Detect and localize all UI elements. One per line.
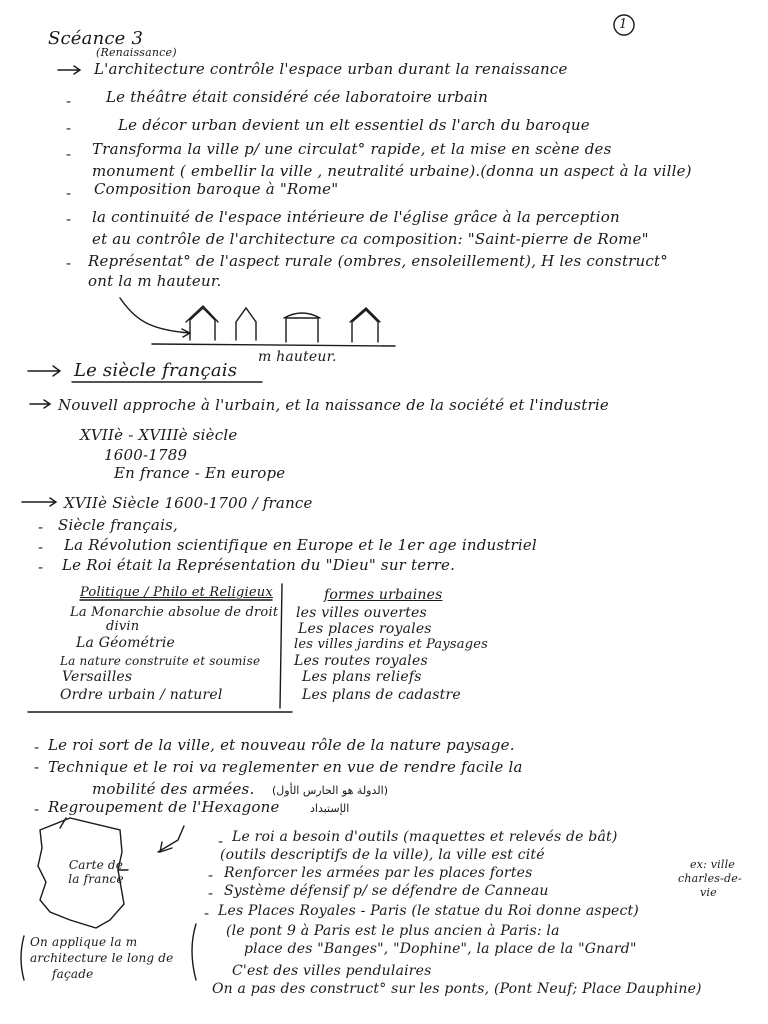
- table-cell: La nature construite et soumise: [60, 654, 261, 668]
- bottom-note: façade: [52, 967, 94, 981]
- table-cell: Les plans de cadastre: [302, 687, 461, 703]
- note-line: (le pont 9 à Paris est le plus ancien à Paris: la: [226, 923, 560, 939]
- side-note: ex: ville: [690, 858, 735, 871]
- bottom-note: On applique la m: [30, 935, 138, 949]
- side-note: vie: [700, 886, 717, 899]
- note-line: Les Places Royales - Paris (le statue du Roi donne aspect): [218, 903, 639, 919]
- houses-sketch: [152, 306, 395, 346]
- note-line: mobilité des armées.: [92, 780, 255, 798]
- note-line: Regroupement de l'Hexagone: [48, 798, 280, 816]
- table-cell: Les routes royales: [294, 653, 428, 669]
- table-header-left: Politique / Philo et Religieux: [80, 585, 273, 600]
- note-line: Système défensif p/ se défendre de Canneau: [224, 883, 549, 899]
- note-line: Composition baroque à "Rome": [94, 180, 339, 198]
- note-line: ont la m hauteur.: [88, 272, 222, 290]
- note-line: La Révolution scientifique en Europe et le 1er age industriel: [64, 536, 537, 554]
- arrow-icon: [30, 400, 50, 408]
- note-line: C'est des villes pendulaires: [232, 963, 432, 979]
- table-cell: divin: [106, 619, 140, 634]
- table-cell: Les plans reliefs: [302, 669, 422, 685]
- note-line: Siècle français,: [58, 516, 178, 534]
- note-line: Le roi sort de la ville, et nouveau rôle de la nature paysage.: [48, 736, 515, 754]
- arrow-icon: [22, 498, 56, 506]
- note-line: XVIIè Siècle 1600-1700 / france: [64, 494, 313, 512]
- note-line: Technique et le roi va reglementer en vue de rendre facile la: [48, 758, 523, 776]
- note-line: 1600-1789: [104, 446, 188, 464]
- note-line: et au contrôle de l'architecture ca composition: "Saint-pierre de Rome": [92, 230, 649, 248]
- note-arabic: الإستبداد: [310, 802, 350, 815]
- side-note: charles-de-: [678, 872, 742, 885]
- note-line: Le théâtre était considéré cée laboratoire urbain: [106, 88, 488, 106]
- note-line: Le Roi était la Représentation du "Dieu" sur terre.: [62, 556, 456, 574]
- note-line: En france - En europe: [114, 464, 286, 482]
- table-header-right: formes urbaines: [324, 587, 443, 603]
- map-label: Carte de la france: [68, 858, 124, 886]
- bracket: [21, 936, 24, 980]
- page-subtitle: (Renaissance): [96, 46, 177, 59]
- table-cell: Ordre urbain / naturel: [60, 687, 223, 703]
- note-arabic: (الدولة هو الحارس الأول): [272, 784, 388, 797]
- page-number: 1: [619, 17, 628, 32]
- note-line: Nouvell approche à l'urbain, et la naissance de la société et l'industrie: [58, 396, 609, 414]
- note-line: Représentat° de l'aspect rurale (ombres, ensoleillement), H les construct°: [88, 252, 668, 270]
- note-line: Transforma la ville p/ une circulat° rapide, et la mise en scène des: [92, 140, 612, 158]
- brace: [192, 924, 196, 980]
- notebook-page: Scéance 3 (Renaissance) 1 L'architecture contrôle l'espace urban durant la renaissance - Le théâtre était considéré cée laboratoire urbain - Le décor urban devient un elt essentiel ds l'arch du baroque - Transforma la ville p/ une circulat° rapide, et la mise en scène des monument ( embellir la ville , neutralité urbaine).(donna un aspect à la ville) - Composition baroque à "Rome" - la continuité de l'espace intérieure de l'église grâce à la perception et au contrôle de l'architecture ca composition: "Saint-pierre de Rome" - Représentat° de l'aspect rurale (ombres, ensoleillement), H les construct° ont la m hauteur. m hauteur. Le siècle français Nouvell approche à l'urbain, et la naissance de la société et l'industrie XVIIè - XVIIIè siècle 1600-1789 En france - En europe XVIIè Siècle 1600-1700 / france - Siècle français, - La Révolution scientifique en Europe et le 1er age industriel - Le Roi était la Représentation du "Dieu" sur terre. Politique / Philo et Religieux formes urbaines La Monarchie absolue de droit divin La Géométrie La nature construite et soumise Versailles Ordre urbain / naturel les villes ouvertes Les places royales les villes jardins et Paysages Les routes royales Les plans reliefs Les plans de cadastre - Le roi sort de la ville, et nouveau rôle de la nature paysage. - Technique et le roi va reglementer en vue de rendre facile la mobilité des armées. (الدولة هو الحارس الأول) - Regroupement de l'Hexagone الإستبداد Carte de la france - Le roi a besoin d'outils (maquettes et relevés de bât) (outils descriptifs de la ville), la ville est cité - Renforcer les armées par les places fortes - Système défensif p/ se défendre de Canneau - Les Places Royales - Paris (le statue du Roi donne aspect) (le pont 9 à Paris est le plus ancien à Paris: la place des "Banges", "Dophine", la place de la "Gnard" C'est des villes pendulaires On a pas des construct° sur les ponts, (Pont Neuf; Place Dauphine) ex: ville charles-de- vie On applique la m architecture le long de façade: [0, 0, 768, 1024]
- table-cell: Versailles: [62, 669, 133, 685]
- note-line: L'architecture contrôle l'espace urban durant la renaissance: [94, 60, 568, 78]
- note-line: la continuité de l'espace intérieure de l'église grâce à la perception: [92, 208, 620, 226]
- sketch-pointer: [120, 298, 190, 337]
- note-line: monument ( embellir la ville , neutralité urbaine).(donna un aspect à la ville): [92, 162, 692, 180]
- bottom-note: architecture le long de: [30, 951, 174, 965]
- table-cell: les villes jardins et Paysages: [294, 637, 489, 652]
- note-line: On a pas des construct° sur les ponts, (Pont Neuf; Place Dauphine): [212, 981, 702, 997]
- arrow-icon: [58, 66, 80, 74]
- table-cell: Les places royales: [298, 621, 432, 637]
- note-line: XVIIè - XVIIIè siècle: [80, 426, 238, 444]
- table-cell: La Géométrie: [76, 635, 176, 651]
- note-line: (outils descriptifs de la ville), la ville est cité: [220, 847, 545, 863]
- note-line: Le roi a besoin d'outils (maquettes et relevés de bât): [232, 829, 618, 845]
- section-heading: Le siècle français: [74, 360, 238, 381]
- note-line: Le décor urban devient un elt essentiel ds l'arch du baroque: [118, 116, 590, 134]
- note-line: place des "Banges", "Dophine", la place de la "Gnard": [244, 941, 637, 957]
- arrow-icon: [28, 366, 60, 376]
- table-cell: La Monarchie absolue de droit: [70, 605, 279, 620]
- sketch-caption: m hauteur.: [258, 349, 337, 365]
- page-title: Scéance 3: [48, 28, 144, 49]
- note-line: Renforcer les armées par les places fortes: [224, 865, 533, 881]
- table-cell: les villes ouvertes: [296, 605, 427, 621]
